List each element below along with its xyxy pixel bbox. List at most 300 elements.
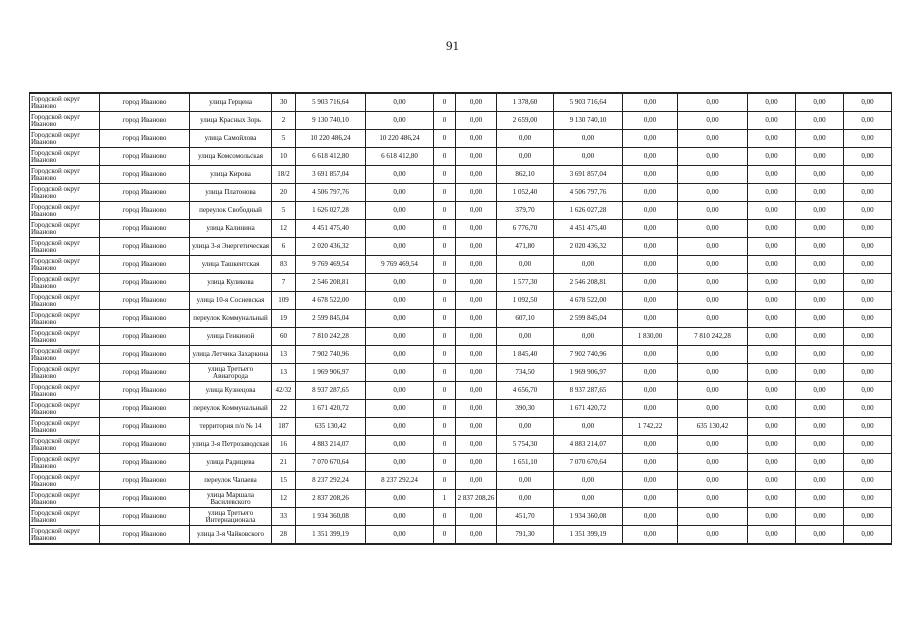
table-cell: улица Кирова [190,166,272,184]
table-cell: 0,00 [844,508,892,526]
table-cell: 0,00 [366,220,434,238]
table-cell: 5 [272,130,296,148]
table-cell: 0,00 [456,274,497,292]
table-cell: 0,00 [748,400,796,418]
table-row [30,364,892,382]
table-cell: 9 130 740,10 [554,112,623,130]
table-cell: 0,00 [366,526,434,545]
table-cell: 0,00 [456,238,497,256]
table-cell: 0,00 [796,256,844,274]
table-cell: 607,10 [497,310,554,328]
table-cell: 0,00 [623,346,678,364]
table-cell: 10 [272,148,296,166]
table-cell: 1 092,50 [497,292,554,310]
table-row [30,346,892,364]
table-cell: город Иваново [100,382,190,400]
table-cell: улица Красных Зорь [190,112,272,130]
table-cell: 0 [434,112,456,130]
table-cell: улица Третьего Интернационала [190,508,272,526]
table-cell: 0,00 [796,238,844,256]
table-cell: 0,00 [623,256,678,274]
table-cell: 0 [434,400,456,418]
table-cell: 1 934 360,08 [296,508,366,526]
table-cell: 0,00 [456,526,497,545]
table-cell: 30 [272,93,296,112]
table-cell: 60 [272,328,296,346]
table-cell: 0,00 [796,508,844,526]
table-cell: 0,00 [844,93,892,112]
table-cell: 1 351 399,19 [296,526,366,545]
table-row [30,238,892,256]
table-cell: город Иваново [100,346,190,364]
table-cell: 0 [434,310,456,328]
table-cell: 7 070 670,64 [296,454,366,472]
table-cell: 0,00 [366,328,434,346]
table-row [30,130,892,148]
table-cell: 0,00 [497,256,554,274]
table-cell: 13 [272,346,296,364]
table-cell: 18/2 [272,166,296,184]
table-cell: 4 451 475,40 [554,220,623,238]
table-cell: 9 130 740,10 [296,112,366,130]
table-row [30,112,892,130]
table-row [30,184,892,202]
table-cell: 0,00 [456,202,497,220]
table-cell: 0,00 [748,184,796,202]
table-cell: 0,00 [844,454,892,472]
table-cell: 0,00 [497,328,554,346]
table-cell: город Иваново [100,454,190,472]
table-cell: Городской округ Иваново [30,400,100,418]
table-cell: 635 130,42 [296,418,366,436]
table-cell: 4 506 797,76 [296,184,366,202]
table-cell: 0,00 [366,274,434,292]
table-row [30,220,892,238]
table-cell: 0 [434,220,456,238]
table-cell: 0,00 [456,436,497,454]
table-cell: улица Ташкентская [190,256,272,274]
table-cell: Городской округ Иваново [30,112,100,130]
table-cell: 6 618 412,80 [296,148,366,166]
table-cell: 3 691 857,04 [296,166,366,184]
table-cell: 0,00 [748,238,796,256]
table-cell: 0,00 [554,148,623,166]
table-cell: 0,00 [678,382,748,400]
table-cell: 0,00 [796,382,844,400]
table-cell: 42/32 [272,382,296,400]
table-cell: 0,00 [497,418,554,436]
table-cell: 0,00 [844,130,892,148]
table-cell: 0,00 [844,166,892,184]
table-row [30,292,892,310]
table-cell: 0 [434,130,456,148]
table-cell: 0,00 [554,130,623,148]
table-cell: 0,00 [623,166,678,184]
table-cell: 0,00 [456,364,497,382]
table-cell: 0,00 [497,490,554,508]
table-cell: 0,00 [678,274,748,292]
table-cell: 0,00 [623,238,678,256]
table-cell: 471,80 [497,238,554,256]
table-cell: 7 810 242,28 [296,328,366,346]
table-cell: 0,00 [497,148,554,166]
table-cell: 0,00 [748,526,796,545]
table-cell: 0 [434,274,456,292]
table-cell: 0,00 [748,346,796,364]
table-cell: 1 351 399,19 [554,526,623,545]
table-cell: 0,00 [748,454,796,472]
table-cell: город Иваново [100,166,190,184]
page-number: 91 [446,38,459,53]
table-cell: 0,00 [796,400,844,418]
table-cell: 0,00 [554,256,623,274]
table-cell: 2 659,00 [497,112,554,130]
table-cell: 0,00 [796,346,844,364]
table-cell: город Иваново [100,418,190,436]
table-cell: 1 742,22 [623,418,678,436]
table-cell: 0,00 [366,202,434,220]
table-cell: улица Летчика Захаркина [190,346,272,364]
table-row [30,436,892,454]
table-cell: 0,00 [456,310,497,328]
table-cell: Городской округ Иваново [30,436,100,454]
table-cell: 734,50 [497,364,554,382]
table-cell: 0,00 [844,256,892,274]
table-cell: 0,00 [623,508,678,526]
table-cell: Городской округ Иваново [30,256,100,274]
table-cell: 0,00 [844,436,892,454]
table-cell: 0,00 [796,310,844,328]
table-cell: 0,00 [366,436,434,454]
table-cell: 0,00 [844,328,892,346]
table-row [30,382,892,400]
table-cell: 0 [434,346,456,364]
table-cell: 0,00 [623,93,678,112]
table-cell: 2 837 208,26 [296,490,366,508]
table-cell: 22 [272,400,296,418]
table-cell: 0,00 [554,418,623,436]
table-cell: 0,00 [678,130,748,148]
table-cell: 0,00 [796,130,844,148]
table-cell: город Иваново [100,112,190,130]
table-row [30,328,892,346]
table-cell: 0,00 [456,346,497,364]
table-cell: 0,00 [678,490,748,508]
table-cell: 0 [434,364,456,382]
table-cell: 1 845,40 [497,346,554,364]
table-cell: 0,00 [678,166,748,184]
table-cell: 4 678 522,00 [554,292,623,310]
table-cell: город Иваново [100,436,190,454]
table-cell: 0,00 [456,508,497,526]
table-cell: 8 937 287,65 [554,382,623,400]
table-cell: переулок Чапаева [190,472,272,490]
table-cell: 0,00 [844,310,892,328]
table-cell: 0,00 [456,328,497,346]
table-cell: 0,00 [678,508,748,526]
table-cell: 635 130,42 [678,418,748,436]
table-cell: 5 903 716,64 [554,93,623,112]
table-cell: Городской округ Иваново [30,130,100,148]
table-cell: 862,10 [497,166,554,184]
table-cell: 0,00 [796,184,844,202]
table-cell: 9 769 469,54 [366,256,434,274]
table-cell: 0,00 [748,490,796,508]
table-cell: 9 769 469,54 [296,256,366,274]
table-cell: 0,00 [366,112,434,130]
table-cell: Городской округ Иваново [30,238,100,256]
table-cell: 0,00 [748,382,796,400]
table-cell: город Иваново [100,220,190,238]
table-cell: переулок Коммунальный [190,400,272,418]
table-cell: 0,00 [366,238,434,256]
table-cell: 0 [434,526,456,545]
table-cell: 0,00 [796,148,844,166]
table-cell: Городской округ Иваново [30,166,100,184]
table-cell: 0,00 [678,526,748,545]
table-cell: переулок Коммунальный [190,310,272,328]
table-cell: улица Третьего Авиагорода [190,364,272,382]
table-cell: 0,00 [748,166,796,184]
table-cell: 0,00 [796,328,844,346]
table-cell: 0,00 [623,148,678,166]
table-cell: 0,00 [678,238,748,256]
table-cell: город Иваново [100,93,190,112]
table-cell: 0,00 [456,256,497,274]
table-cell: Городской округ Иваново [30,292,100,310]
table-cell: 0,00 [796,472,844,490]
table-cell: 0,00 [796,112,844,130]
table-row [30,274,892,292]
table-cell: улица Куликова [190,274,272,292]
table-cell: 13 [272,364,296,382]
table-cell: 0,00 [844,364,892,382]
table-cell: 0,00 [623,526,678,545]
table-cell: 0,00 [456,400,497,418]
table-cell: 5 754,30 [497,436,554,454]
table-cell: 19 [272,310,296,328]
table-cell: 12 [272,490,296,508]
table-cell: 5 903 716,64 [296,93,366,112]
table-row [30,202,892,220]
table-cell: улица Кузнецова [190,382,272,400]
table-cell: 0,00 [623,364,678,382]
table-cell: 0,00 [366,490,434,508]
table-cell: 0,00 [678,472,748,490]
table-cell: 1 626 027,28 [554,202,623,220]
table-cell: 0 [434,184,456,202]
table-cell: 0 [434,472,456,490]
table-cell: 0,00 [796,93,844,112]
table-cell: 0,00 [748,436,796,454]
table-cell: 15 [272,472,296,490]
table-cell: 0,00 [748,93,796,112]
table-cell: 0,00 [366,508,434,526]
table-cell: 0,00 [844,238,892,256]
table-cell: 0,00 [678,346,748,364]
table-cell: 0,00 [748,202,796,220]
table-cell: улица Герцена [190,93,272,112]
table-cell: 7 810 242,28 [678,328,748,346]
table-cell: 83 [272,256,296,274]
table-cell: территория п/о № 14 [190,418,272,436]
table-cell: Городской округ Иваново [30,93,100,112]
table-cell: Городской округ Иваново [30,526,100,545]
table-cell: Городской округ Иваново [30,202,100,220]
table-cell: город Иваново [100,400,190,418]
table-row [30,166,892,184]
table-cell: 0,00 [366,166,434,184]
table-cell: улица Комсомольская [190,148,272,166]
table-cell: 0,00 [748,310,796,328]
table-cell: 0 [434,508,456,526]
table-cell: 4 506 797,76 [554,184,623,202]
table-cell: город Иваново [100,472,190,490]
table-cell: улица 3-я Энергетическая [190,238,272,256]
table-cell: переулок Свободный [190,202,272,220]
table-cell: 0,00 [844,184,892,202]
table-cell: город Иваново [100,292,190,310]
table-cell: 0,00 [748,328,796,346]
table-cell: 0,00 [678,112,748,130]
table-cell: 1 626 027,28 [296,202,366,220]
table-cell: 1 671 420,72 [296,400,366,418]
table-cell: 8 937 287,65 [296,382,366,400]
table-cell: 1 969 906,97 [296,364,366,382]
table-cell: 0,00 [366,382,434,400]
table-cell: 0,00 [456,166,497,184]
table-cell: 0,00 [796,166,844,184]
table-cell: 33 [272,508,296,526]
table-cell: 1 [434,490,456,508]
table-cell: 0 [434,382,456,400]
table-row [30,93,892,112]
table-cell: 0,00 [748,112,796,130]
table-cell: 0,00 [623,220,678,238]
table-cell: 1 934 360,08 [554,508,623,526]
table-cell: 0,00 [844,112,892,130]
table-cell: 0,00 [844,220,892,238]
table-row [30,454,892,472]
table-cell: город Иваново [100,328,190,346]
table-cell: улица Радищева [190,454,272,472]
table-cell: 28 [272,526,296,545]
table-cell: Городской округ Иваново [30,310,100,328]
table-cell: 0,00 [456,130,497,148]
table-cell: Городской округ Иваново [30,490,100,508]
table-cell: 0,00 [678,292,748,310]
table-cell: город Иваново [100,256,190,274]
table-cell: Городской округ Иваново [30,508,100,526]
table-cell: 0,00 [796,220,844,238]
table-cell: 0,00 [678,148,748,166]
table-cell: 0 [434,166,456,184]
table-cell: город Иваново [100,526,190,545]
table-cell: улица 3-я Петрозаводская [190,436,272,454]
table-cell: город Иваново [100,184,190,202]
table-cell: 6 618 412,80 [366,148,434,166]
table-cell: 0,00 [456,148,497,166]
table-cell: улица Калинина [190,220,272,238]
table-cell: 0,00 [796,292,844,310]
table-cell: 0,00 [748,220,796,238]
table-cell: 2 020 436,32 [554,238,623,256]
table-cell: город Иваново [100,202,190,220]
table-cell: 0,00 [678,202,748,220]
table-cell: 0,00 [844,418,892,436]
table-cell: 0,00 [456,112,497,130]
table-cell: 5 [272,202,296,220]
table-cell: 2 837 208,26 [456,490,497,508]
table-cell: 0,00 [456,382,497,400]
table-cell: 0,00 [748,256,796,274]
table-cell: 12 [272,220,296,238]
table-row [30,256,892,274]
table-cell: 0,00 [844,382,892,400]
table-cell: 2 599 845,04 [554,310,623,328]
table-cell: 0,00 [366,364,434,382]
table-cell: 4 656,70 [497,382,554,400]
table-cell: Городской округ Иваново [30,472,100,490]
table-cell: 0,00 [623,382,678,400]
table-cell: 390,30 [497,400,554,418]
table-cell: улица Платонова [190,184,272,202]
table-cell: 1 052,40 [497,184,554,202]
table-cell: Городской округ Иваново [30,274,100,292]
table-row [30,490,892,508]
table-cell: 4 678 522,00 [296,292,366,310]
table-cell: 0,00 [623,202,678,220]
table-row [30,472,892,490]
table-cell: Городской округ Иваново [30,454,100,472]
table-cell: Городской округ Иваново [30,220,100,238]
table-cell: 0,00 [366,400,434,418]
table-cell: 0 [434,454,456,472]
table-cell: 0,00 [456,472,497,490]
table-cell: 0,00 [844,274,892,292]
table-cell: 0,00 [748,274,796,292]
table-cell: 1 671 420,72 [554,400,623,418]
table-cell: 0,00 [748,508,796,526]
table-cell: 0,00 [844,472,892,490]
table-cell: 0,00 [554,472,623,490]
table-cell: 0,00 [623,292,678,310]
table-cell: 0,00 [554,328,623,346]
table-cell: 0,00 [623,130,678,148]
table-cell: 0,00 [366,292,434,310]
table-cell: 20 [272,184,296,202]
table-cell: 0,00 [623,490,678,508]
table-cell: 0,00 [678,364,748,382]
table-cell: 0,00 [844,202,892,220]
table-cell: 791,30 [497,526,554,545]
table-cell: 0,00 [366,454,434,472]
table-cell: город Иваново [100,364,190,382]
table-cell: 2 [272,112,296,130]
table-cell: 0,00 [844,292,892,310]
table-cell: Городской округ Иваново [30,364,100,382]
table-cell: улица Маршала Василевского [190,490,272,508]
table-cell: 0,00 [678,454,748,472]
table-cell: 0,00 [678,400,748,418]
table-cell: Городской округ Иваново [30,346,100,364]
table-cell: 187 [272,418,296,436]
table-cell: 0,00 [497,130,554,148]
table-cell: 6 776,70 [497,220,554,238]
table-cell: 0 [434,238,456,256]
table-cell: 0,00 [678,184,748,202]
table-cell: 379,70 [497,202,554,220]
